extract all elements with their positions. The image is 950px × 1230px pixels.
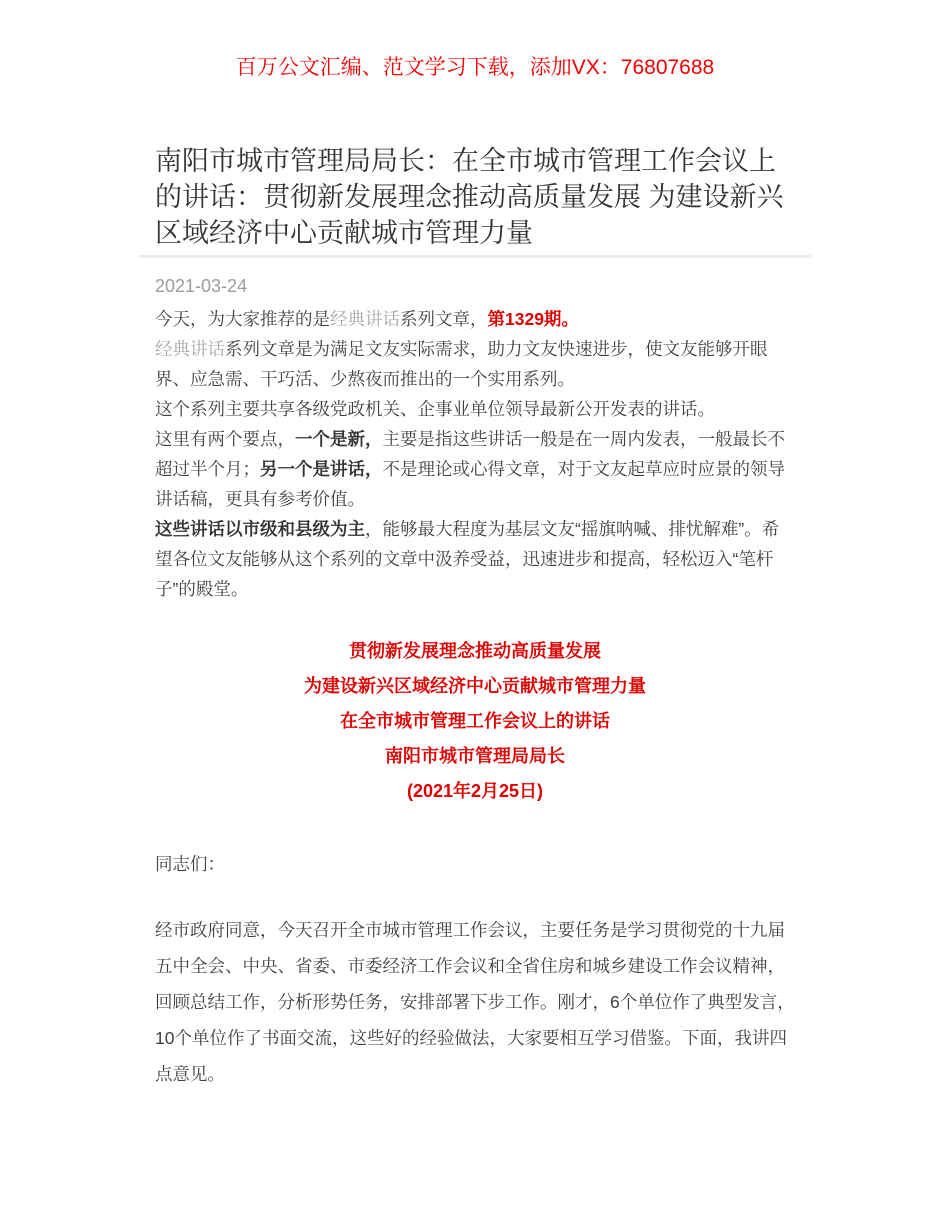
key-point-new: 一个是新， xyxy=(295,429,383,449)
text-run: 系列文章， xyxy=(400,309,488,329)
text-run: 今天，为大家推荐的是 xyxy=(155,309,330,329)
publish-date: 2021-03-24 xyxy=(155,276,248,296)
speech-heading-line: 贯彻新发展理念推动高质量发展 xyxy=(349,641,601,661)
issue-number-highlight: 第1329期。 xyxy=(487,309,579,329)
text-run: 主要是指这些讲话一般是在一周内发表，一般最长不超过半个月； xyxy=(155,429,785,479)
speech-speaker-line: 南阳市城市管理局局长 xyxy=(385,746,565,766)
speech-date-line: (2021年2月25日) xyxy=(406,781,544,801)
series-name: 经典讲话 xyxy=(330,309,400,329)
speech-paragraph: 经市政府同意，今天召开全市城市管理工作会议，主要任务是学习贯彻党的十九届五中全会、中央、省委、市委经济工作会议和全省住房和城乡建设工作会议精神，回顾总结工作，分析形势任务，安排部署下步工作。刚才，6个单位作了典型发言，10个单位作了书面交流，这些好的经验做法，大家要相互学习借鉴。下面，我讲四点意见。 xyxy=(155,920,795,1084)
salutation: 同志们： xyxy=(155,854,225,874)
key-point-level: 这些讲话以市级和县级为主 xyxy=(155,519,365,539)
intro-paragraph xyxy=(155,304,795,334)
speech-body xyxy=(155,846,795,1092)
speech-heading-line: 在全市城市管理工作会议上的讲话 xyxy=(340,711,610,731)
text-run: ，能够最大程度为基层文友“摇旗呐喊、排忧解难”。希望各位文友能够从这个系列的文章中汲养受益，迅速进步和提高，轻松迈入“笔杆子”的殿堂。 xyxy=(155,519,780,599)
intro-paragraph xyxy=(155,334,795,394)
text-run: 这里有两个要点， xyxy=(155,429,295,449)
title-divider xyxy=(139,255,811,258)
intro-section xyxy=(155,304,795,604)
intro-paragraph: 这个系列主要共享各级党政机关、企事业单位领导最新公开发表的讲话。 xyxy=(155,399,715,419)
article xyxy=(139,143,811,1092)
speech-title-block xyxy=(139,634,811,809)
promo-banner: 百万公文汇编、范文学习下载，添加VX：76807688 xyxy=(235,56,715,79)
series-name: 经典讲话 xyxy=(155,339,225,359)
speech-heading-line: 为建设新兴区域经济中心贡献城市管理力量 xyxy=(304,676,646,696)
intro-paragraph xyxy=(155,514,795,604)
intro-paragraph xyxy=(155,424,795,514)
article-title: 南阳市城市管理局局长：在全市城市管理工作会议上的讲话：贯彻新发展理念推动高质量发展 为建设新兴区域经济中心贡献城市管理力量 xyxy=(155,146,784,248)
text-run: 不是理论或心得文章，对于文友起草应时应景的领导讲话稿，更具有参考价值。 xyxy=(155,459,785,509)
key-point-speech: 另一个是讲话， xyxy=(260,459,383,479)
text-run: 系列文章是为满足文友实际需求，助力文友快速进步，使文友能够开眼界、应急需、干巧活、少熬夜而推出的一个实用系列。 xyxy=(155,339,768,389)
